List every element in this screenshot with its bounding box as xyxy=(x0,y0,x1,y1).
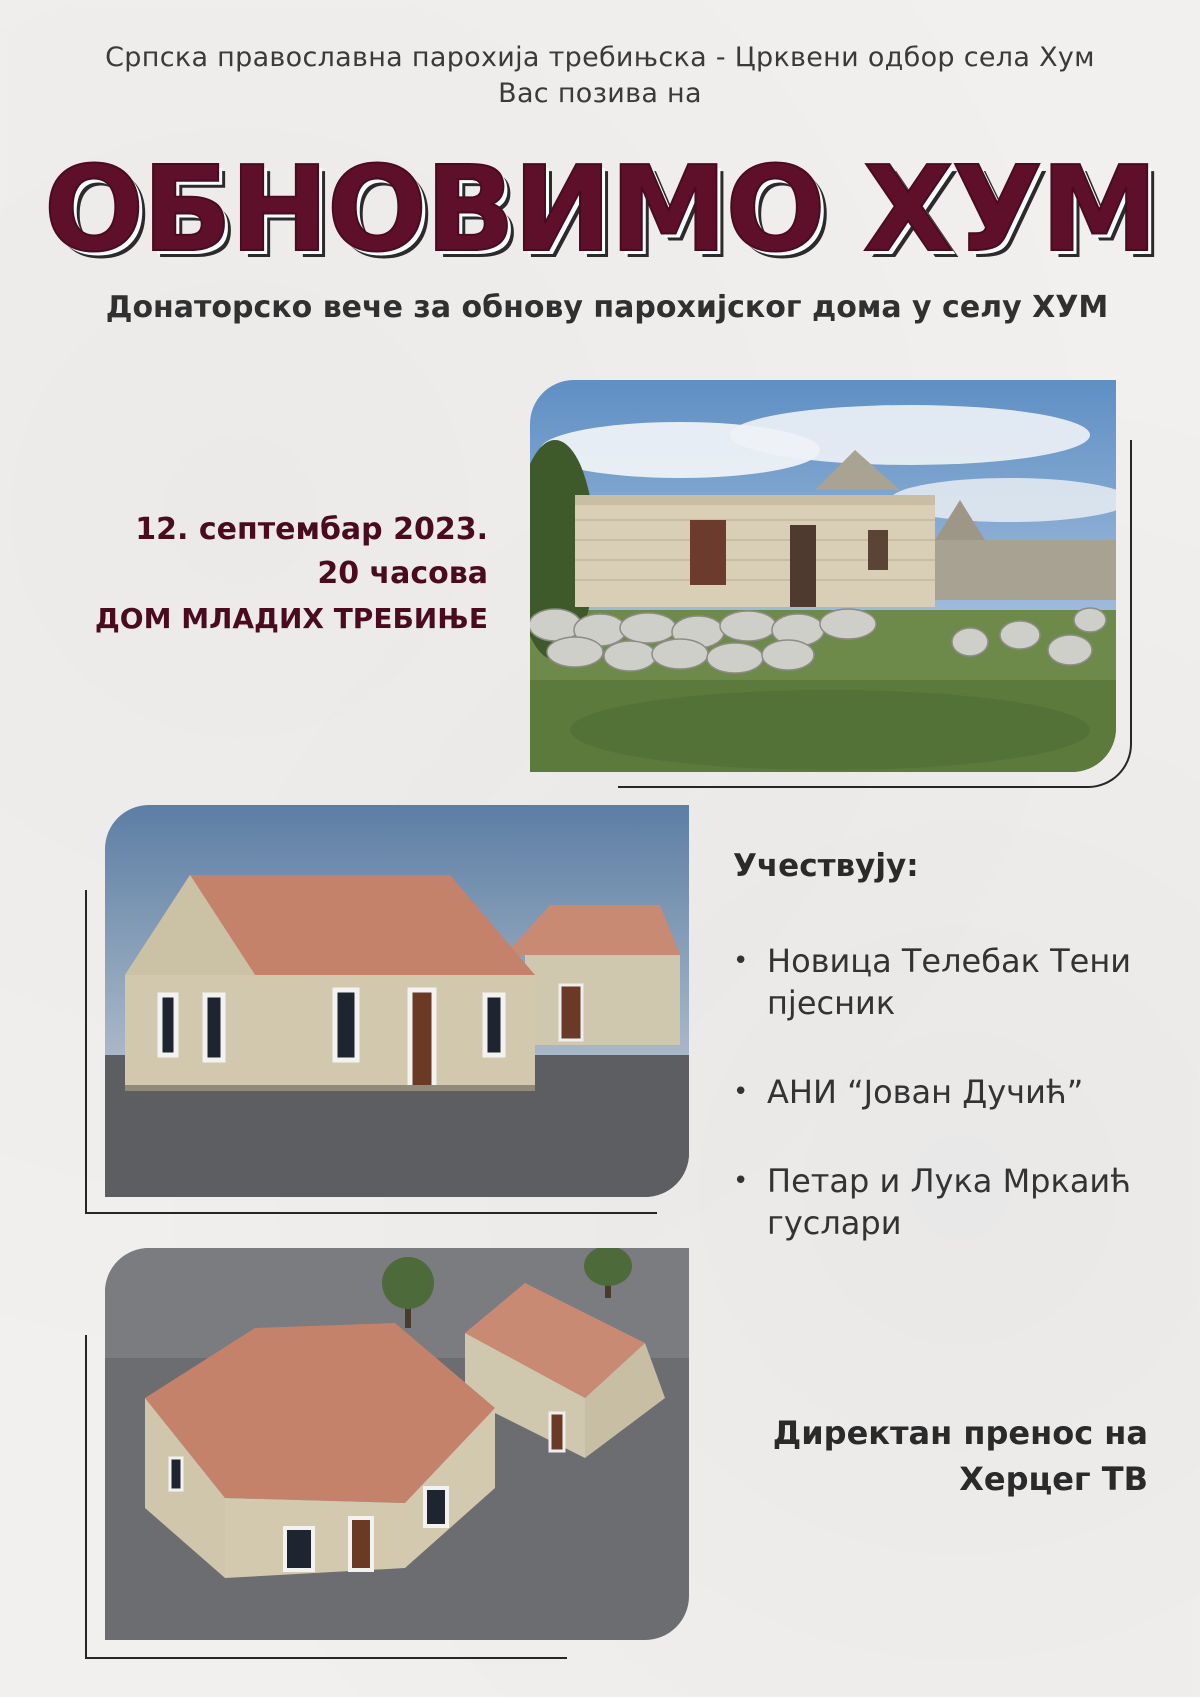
render-photo-aerial xyxy=(105,1248,689,1640)
event-venue: ДОМ МЛАДИХ ТРЕБИЊЕ xyxy=(94,602,488,635)
event-time: 20 часова xyxy=(317,556,488,591)
participant-role: пјесник xyxy=(767,984,896,1022)
participant-name: Новица Телебак Тени xyxy=(767,942,1132,980)
broadcast-line2: Херцег ТВ xyxy=(959,1460,1148,1498)
participant-name: АНИ “Јован Дучић” xyxy=(767,1073,1084,1111)
render-photo-front xyxy=(105,805,689,1197)
participants-heading: Учествују: xyxy=(733,848,919,884)
page-title: ОБНОВИМО ХУМ xyxy=(43,140,1157,278)
bullet-icon: • xyxy=(733,1166,749,1196)
event-subtitle: Донаторско вече за обнову парохијског дома у селу ХУМ xyxy=(105,290,1109,325)
event-date: 12. септембар 2023. xyxy=(135,512,488,547)
invite-line: Вас позива на xyxy=(498,78,702,109)
bullet-icon: • xyxy=(733,946,749,976)
ruin-photo xyxy=(530,380,1116,772)
participant-role: гуслари xyxy=(767,1204,902,1242)
bullet-icon: • xyxy=(733,1077,749,1107)
broadcast-line1: Директан пренос на xyxy=(772,1414,1148,1452)
organizer-line: Српска православна парохија требињска - Црквени одбор села Хум xyxy=(105,42,1095,73)
participant-name: Петар и Лука Мркаић xyxy=(767,1162,1132,1200)
